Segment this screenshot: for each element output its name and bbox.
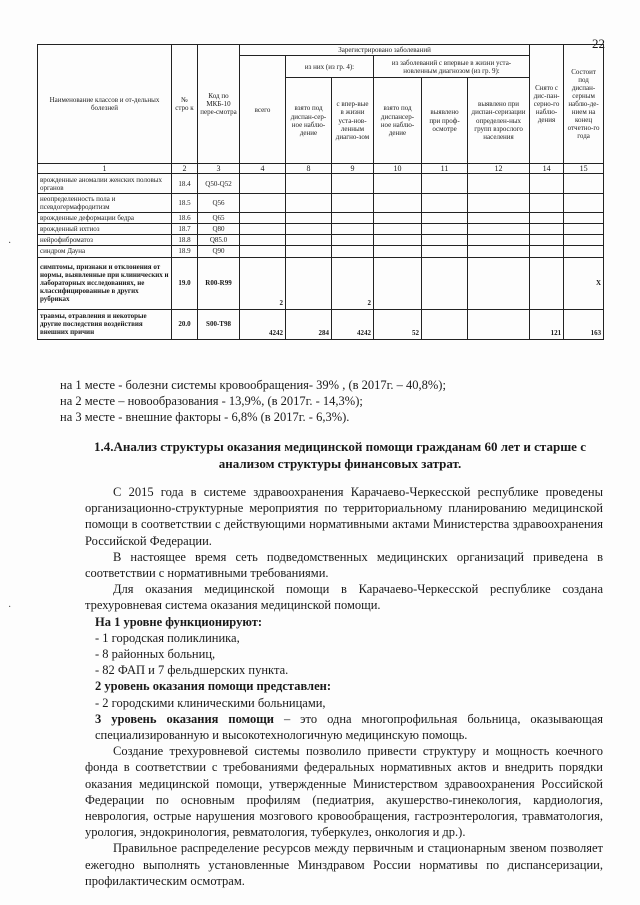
row-cell bbox=[332, 224, 374, 235]
row-cell: 19.0 bbox=[172, 257, 198, 309]
places-list bbox=[60, 377, 446, 425]
header-name: Наименование классов и от-дельных болезней bbox=[38, 45, 172, 164]
row-cell bbox=[422, 194, 468, 213]
row-cell bbox=[286, 174, 332, 194]
disease-table bbox=[37, 44, 604, 340]
row-cell: 18.5 bbox=[172, 194, 198, 213]
row-cell: Q56 bbox=[198, 194, 240, 213]
row-cell bbox=[332, 235, 374, 246]
row-cell bbox=[530, 194, 564, 213]
row-cell: Q90 bbox=[198, 246, 240, 257]
header-col11: выявлено при проф-осмотре bbox=[422, 78, 468, 164]
col-number: 15 bbox=[564, 164, 604, 174]
row-cell bbox=[564, 246, 604, 257]
row-cell bbox=[332, 246, 374, 257]
row-cell: 2 bbox=[240, 257, 286, 309]
row-cell bbox=[286, 224, 332, 235]
row-name-cell: врожденный ихтиоз bbox=[38, 224, 172, 235]
table-row bbox=[38, 246, 604, 257]
level-1-title: На 1 уровне функционируют: bbox=[95, 614, 263, 629]
row-cell bbox=[468, 213, 530, 224]
header-col12: выявлено при диспан-серизации определен-ных групп взрослого населения bbox=[468, 78, 530, 164]
row-cell bbox=[468, 224, 530, 235]
row-cell: 18.4 bbox=[172, 174, 198, 194]
row-name-cell: неопределенность пола и псевдогермафродитизм bbox=[38, 194, 172, 213]
level-3-text: – это одна многопрофильная больница, оказывающая специализированную и высокотехнологичную медицинскую помощь. bbox=[95, 711, 603, 743]
level-1-item: - 8 районных больниц, bbox=[95, 647, 216, 662]
table-row bbox=[38, 174, 604, 194]
table-row bbox=[38, 194, 604, 213]
col-number: 4 bbox=[240, 164, 286, 174]
row-cell bbox=[286, 246, 332, 257]
level-3-paragraph bbox=[85, 711, 603, 743]
col-number: 2 bbox=[172, 164, 198, 174]
row-cell bbox=[468, 174, 530, 194]
col-number: 11 bbox=[422, 164, 468, 174]
row-cell bbox=[422, 213, 468, 224]
row-cell bbox=[286, 235, 332, 246]
row-cell bbox=[240, 213, 286, 224]
row-cell bbox=[564, 235, 604, 246]
row-cell: R00-R99 bbox=[198, 257, 240, 309]
col-number: 1 bbox=[38, 164, 172, 174]
place-2: на 2 месте – новообразования - 13,9%, (в 2017г. - 14,3%); bbox=[60, 394, 363, 408]
row-cell bbox=[422, 246, 468, 257]
header-total: всего bbox=[240, 56, 286, 164]
row-cell bbox=[286, 213, 332, 224]
row-cell: 20.0 bbox=[172, 309, 198, 339]
header-col10: взято под диспансер-ное наблю-дение bbox=[374, 78, 422, 164]
row-cell bbox=[332, 194, 374, 213]
row-cell: Q85.0 bbox=[198, 235, 240, 246]
section-heading: 1.4.Анализ структуры оказания медицинской помощи гражданам 60 лет и старше с анализом структуры финансовых затрат. bbox=[94, 439, 586, 471]
row-cell: 4242 bbox=[240, 309, 286, 339]
row-name-cell: нейрофиброматоз bbox=[38, 235, 172, 246]
col-number: 14 bbox=[530, 164, 564, 174]
header-row-no: № стро к bbox=[172, 45, 198, 164]
row-cell bbox=[240, 194, 286, 213]
paragraph-1: С 2015 года в системе здравоохранения Карачаево-Черкесской республике проведены организационно-структурные мероприятия по территориальному планированию медицинской помощи в соответствии с действующими нормативными актами Министерства здравоохранения Российской Федерации. bbox=[85, 485, 603, 548]
page-number: 22 bbox=[592, 36, 605, 51]
row-cell bbox=[240, 246, 286, 257]
row-name-cell: симптомы, признаки и отклонения от нормы, выявленные при клинических и лабораторных исследованиях, не классифицированные в других рубриках bbox=[38, 257, 172, 309]
row-name-cell: врожденные деформации бедра bbox=[38, 213, 172, 224]
paragraph-3: Для оказания медицинской помощи в Карачаево-Черкесской республике создана трехуровневая система оказания медицинской помощи. bbox=[85, 582, 603, 613]
col-number: 12 bbox=[468, 164, 530, 174]
row-cell bbox=[374, 213, 422, 224]
row-cell bbox=[374, 235, 422, 246]
level-2-title: 2 уровень оказания помощи представлен: bbox=[95, 679, 331, 694]
row-cell bbox=[468, 246, 530, 257]
row-cell: 18.7 bbox=[172, 224, 198, 235]
row-cell bbox=[422, 257, 468, 309]
col-number: 8 bbox=[286, 164, 332, 174]
row-cell: 18.8 bbox=[172, 235, 198, 246]
level-3-title: 3 уровень оказания помощи bbox=[95, 711, 274, 726]
row-cell: X bbox=[564, 257, 604, 309]
row-cell bbox=[286, 194, 332, 213]
header-consisting: Состоит под диспан-серным наблю-де-нием на конец отчетно-го года bbox=[564, 45, 604, 164]
col-number: 3 bbox=[198, 164, 240, 174]
header-col8: взято под диспан-сер-ное наблю-дение bbox=[286, 78, 332, 164]
row-cell: 121 bbox=[530, 309, 564, 339]
level-2-item: - 2 городскими клиническими больницами, bbox=[95, 695, 326, 710]
header-code: Код по МКБ-10 пере-смотра bbox=[198, 45, 240, 164]
row-cell bbox=[468, 235, 530, 246]
level-1-item: - 82 ФАП и 7 фельдшерских пункта. bbox=[95, 663, 289, 678]
row-cell bbox=[530, 257, 564, 309]
row-cell bbox=[374, 174, 422, 194]
row-cell bbox=[374, 257, 422, 309]
row-cell bbox=[530, 246, 564, 257]
row-cell bbox=[422, 174, 468, 194]
row-cell bbox=[240, 235, 286, 246]
header-of-them: из них (из гр. 4): bbox=[286, 56, 374, 78]
row-cell bbox=[240, 224, 286, 235]
level-1-item: - 1 городская поликлиника, bbox=[95, 630, 240, 645]
row-cell bbox=[530, 174, 564, 194]
row-cell bbox=[422, 224, 468, 235]
row-cell bbox=[332, 213, 374, 224]
row-cell: S00-T98 bbox=[198, 309, 240, 339]
col-number: 10 bbox=[374, 164, 422, 174]
row-cell: 2 bbox=[332, 257, 374, 309]
row-cell bbox=[468, 309, 530, 339]
row-cell bbox=[468, 194, 530, 213]
row-cell: 163 bbox=[564, 309, 604, 339]
row-cell: 4242 bbox=[332, 309, 374, 339]
header-col9: с впер-вые в жизни уста-нов-ленным диагно-зом bbox=[332, 78, 374, 164]
table-row bbox=[38, 224, 604, 235]
table-body bbox=[38, 174, 604, 339]
row-cell bbox=[530, 224, 564, 235]
row-cell bbox=[564, 194, 604, 213]
header-first-time: из заболеваний с впервые в жизни уста-новленным диагнозом (из гр. 9): bbox=[374, 56, 530, 78]
table-row bbox=[38, 213, 604, 224]
row-cell bbox=[564, 224, 604, 235]
row-cell: Q65 bbox=[198, 213, 240, 224]
row-cell bbox=[374, 194, 422, 213]
row-cell: Q50-Q52 bbox=[198, 174, 240, 194]
paragraph-4: Создание трехуровневой системы позволило привести структуру и мощность коечного фонда в соответствии с требованиями федеральных нормативных актов и внедрить порядки оказания медицинской помощи, утвержденные Министерством здравоохранения Российской Федерации по основным профилям (педиатрия, акушерство-гинекология, кардиология, неврология, острые нарушения мозгового кровообращения, гастроэнтерология, травматология, урология, эндокринология, ревматология, туберкулез, онкология и др.). bbox=[85, 744, 603, 840]
row-cell: 18.9 bbox=[172, 246, 198, 257]
header-registered: Зарегистрировано заболеваний bbox=[240, 45, 530, 56]
table-row bbox=[38, 309, 604, 339]
row-cell: 284 bbox=[286, 309, 332, 339]
header-removed: Снято с дис-пан-серно-го наблю-дения bbox=[530, 45, 564, 164]
body-text bbox=[85, 484, 603, 889]
table-row bbox=[38, 235, 604, 246]
place-3: на 3 месте - внешние факторы - 6,8% (в 2017г. - 6,3%). bbox=[60, 410, 350, 424]
margin-mark: · bbox=[8, 602, 12, 613]
row-cell bbox=[286, 257, 332, 309]
row-name-cell: врожденные аномалии женских половых органов bbox=[38, 174, 172, 194]
paragraph-2: В настоящее время сеть подведомственных медицинских организаций приведена в соответствии с нормативными требованиями. bbox=[85, 549, 603, 581]
row-cell bbox=[332, 174, 374, 194]
row-cell bbox=[530, 213, 564, 224]
row-cell: Q80 bbox=[198, 224, 240, 235]
row-cell bbox=[564, 174, 604, 194]
col-number: 9 bbox=[332, 164, 374, 174]
row-cell: 18.6 bbox=[172, 213, 198, 224]
paragraph-5: Правильное распределение ресурсов между первичным и стационарным звеном позволяет ежегодно выполнять установленные Минздравом России нормативы по диспансеризации, профилактическим осмотрам. bbox=[85, 841, 603, 888]
row-name-cell: травмы, отравления и некоторые другие последствия воздействия внешних причин bbox=[38, 309, 172, 339]
row-cell bbox=[564, 213, 604, 224]
row-cell bbox=[530, 235, 564, 246]
row-cell: 52 bbox=[374, 309, 422, 339]
row-name-cell: синдром Дауна bbox=[38, 246, 172, 257]
row-cell bbox=[374, 246, 422, 257]
row-cell bbox=[422, 235, 468, 246]
place-1: на 1 месте - болезни системы кровообращения- 39% , (в 2017г. – 40,8%); bbox=[60, 378, 446, 392]
row-cell bbox=[374, 224, 422, 235]
row-cell bbox=[240, 174, 286, 194]
row-cell bbox=[422, 309, 468, 339]
table-row bbox=[38, 257, 604, 309]
margin-mark: · bbox=[8, 238, 12, 249]
row-cell bbox=[468, 257, 530, 309]
